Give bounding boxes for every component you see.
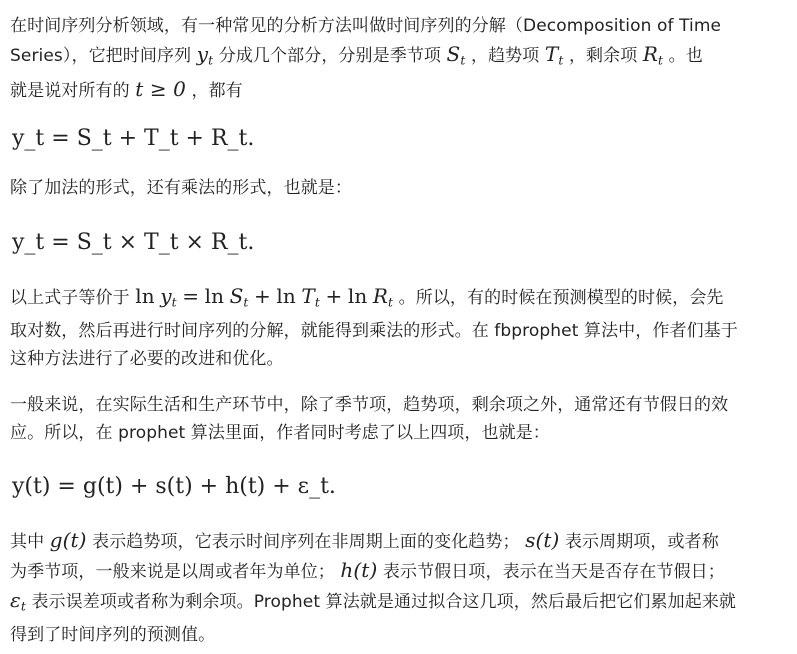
equation-text: y(t) = g(t) + s(t) + h(t) + ε_t. (12, 474, 336, 499)
text-span: ，都有 (191, 80, 243, 101)
text-span: 其中 (10, 532, 45, 552)
paragraph-multiplicative-intro (10, 174, 780, 202)
equation-multiplicative (12, 228, 254, 258)
math-s-t: s(t) (525, 528, 560, 552)
text-line: 应。所以，在 prophet 算法里面，作者同时考虑了以上四项，也就是： (10, 423, 550, 443)
math-epsilon-t: $\varepsilon_t$ (10, 588, 26, 614)
text-line: 得到了时间序列的预测值。 (10, 624, 216, 645)
equation-text: y_t = S_t × T_t × R_t. (12, 230, 255, 255)
text-line: 在时间序列分析领域，有一种常见的分析方法叫做时间序列的分解（Decomposition of Time (10, 16, 722, 36)
equation-text: y_t = S_t + T_t + R_t. (12, 126, 255, 151)
math-g-t: g(t) (49, 528, 87, 552)
text-span: 为季节项，一般来说是以周或者年为单位； (10, 562, 335, 582)
text-span: 。所以，有的时候在预测模型的时候，会先 (398, 288, 724, 308)
equation-prophet-model (12, 472, 336, 502)
text-line (10, 75, 780, 105)
math-y-t: $y_t$ (196, 42, 214, 68)
text-line (10, 40, 780, 75)
equation-additive (12, 124, 254, 154)
text-span: 以上式子等价于 (10, 288, 130, 308)
text-span: 表示周期项，或者称 (564, 532, 719, 552)
text-line: 这种方法进行了必要的改进和优化。 (10, 348, 284, 369)
math-h-t: h(t) (340, 558, 378, 582)
math-R-t: $R_t$ (642, 42, 664, 68)
math-log-equation: $\ln y_t = \ln S_t + \ln T_t + \ln R_t$ (135, 284, 394, 310)
text-span: 。也 (668, 46, 703, 66)
text-line: 除了加法的形式，还有乘法的形式，也就是： (10, 178, 352, 198)
text-line (10, 526, 780, 556)
text-span: 分成几个部分，分别是季节项 (218, 46, 442, 66)
text-span: 表示趋势项，它表示时间序列在非周期上面的变化趋势； (92, 532, 520, 552)
paragraph-term-definitions (10, 526, 780, 649)
text-line (10, 282, 780, 317)
text-line (10, 556, 780, 586)
text-line (10, 586, 780, 621)
paragraph-holiday-effect (10, 391, 780, 447)
math-S-t: $S_t$ (446, 42, 466, 68)
text-span: 表示误差项或者称为剩余项。Prophet 算法就是通过拟合这几项，然后最后把它们累加起来就 (31, 592, 737, 612)
paragraph-decomposition-intro (10, 12, 780, 105)
text-span: ，剩余项 (568, 46, 638, 66)
text-line: 取对数，然后再进行时间序列的分解，就能得到乘法的形式。在 fbprophet 算法中，作者们基于 (10, 320, 738, 341)
text-line: 一般来说，在实际生活和生产环节中，除了季节项，趋势项，剩余项之外，通常还有节假日的效 (10, 395, 729, 415)
math-T-t: $T_t$ (544, 42, 564, 68)
math-t-ge-0: t ≥ 0 (135, 76, 186, 101)
text-span: 表示节假日项，表示在当天是否存在节假日； (382, 562, 725, 582)
text-span: Series），它把时间序列 (10, 46, 192, 66)
text-span: 就是说对所有的 (10, 80, 130, 101)
text-span: ，趋势项 (470, 46, 540, 66)
paragraph-log-transform (10, 282, 780, 373)
